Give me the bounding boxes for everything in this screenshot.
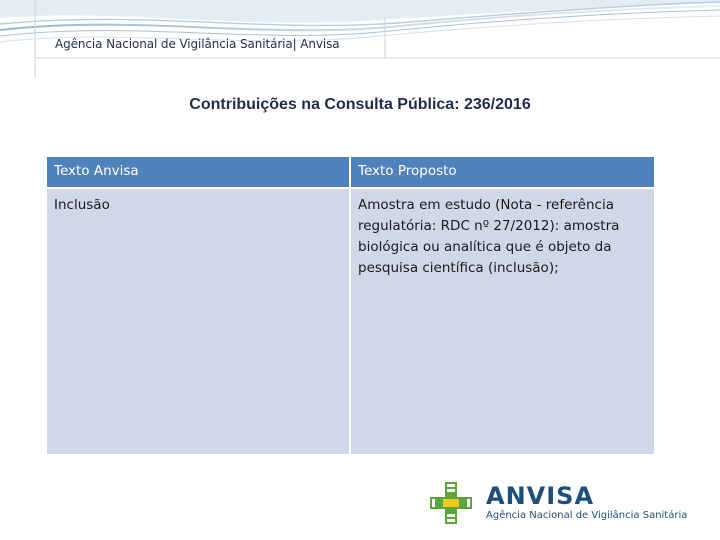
table-row — [46, 188, 655, 455]
table-cell-texto-proposto: Amostra em estudo (Nota - referência regulatória: RDC nº 27/2012): amostra biológica ou analítica que é objeto da pesquisa científica (inclusão); — [350, 188, 655, 455]
column-header-texto-anvisa: Texto Anvisa — [46, 156, 350, 188]
anvisa-logo — [428, 480, 688, 526]
header-band — [0, 0, 720, 78]
header-title: Agência Nacional de Vigilância Sanitária| Anvisa — [55, 37, 340, 51]
column-header-texto-proposto: Texto Proposto — [350, 156, 655, 188]
table-cell-texto-anvisa: Inclusão — [46, 188, 350, 455]
slide-title: Contribuições na Consulta Pública: 236/2016 — [189, 96, 531, 113]
table-header-row — [46, 156, 655, 188]
anvisa-logo-subtitle: Agência Nacional de Vigilância Sanitária — [486, 510, 688, 521]
anvisa-logo-word: ANVISA — [486, 482, 595, 510]
contributions-table — [45, 155, 656, 456]
anvisa-cross-icon — [428, 480, 474, 526]
